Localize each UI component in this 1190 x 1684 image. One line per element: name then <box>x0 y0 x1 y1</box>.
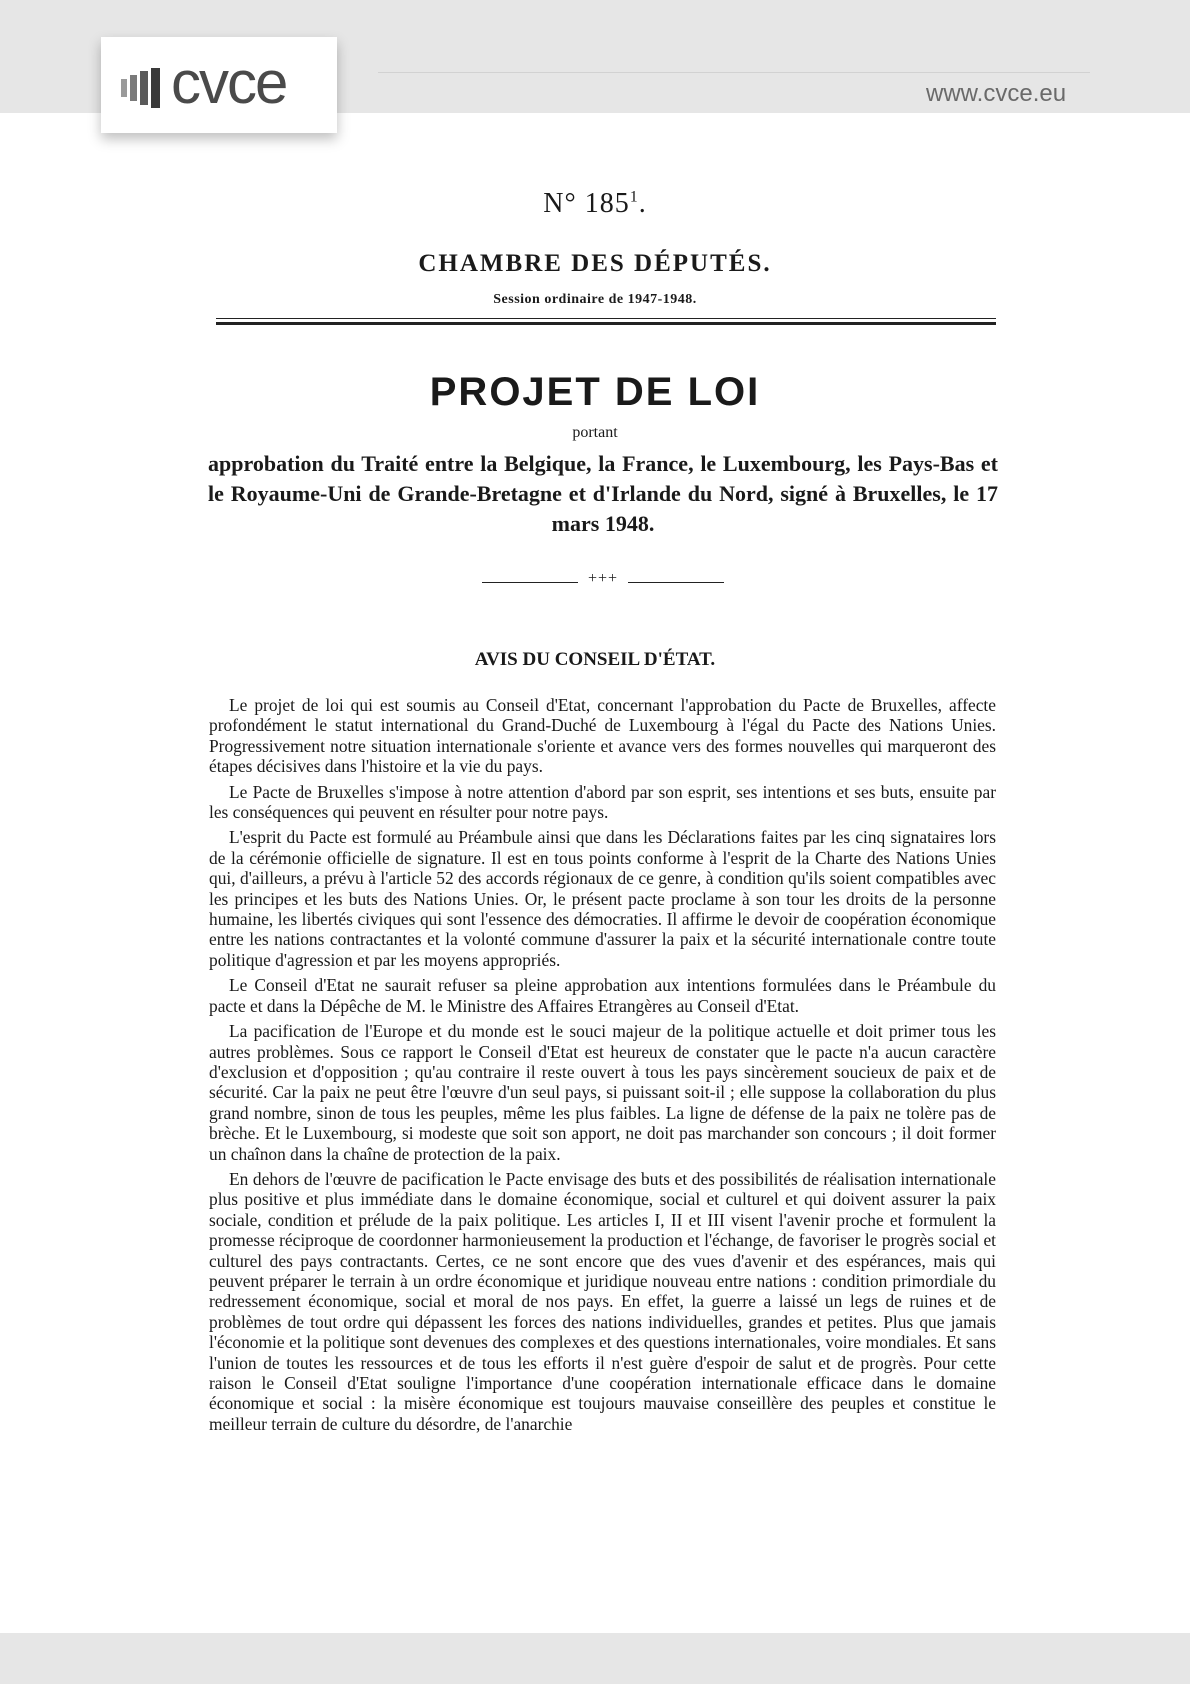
site-url-link[interactable]: www.cvce.eu <box>926 80 1067 107</box>
document-number <box>0 188 1190 220</box>
ornament-line-left <box>482 582 578 583</box>
logo-text: cvce <box>171 49 287 116</box>
document-number-footnote: 1 <box>629 188 639 206</box>
document-number-text: N° 185 <box>543 188 630 219</box>
ornament-symbol: +++ <box>587 570 619 587</box>
portant-line: portant <box>572 424 618 441</box>
cvce-logo[interactable] <box>101 37 337 133</box>
paragraph: Le projet de loi qui est soumis au Conseil d'Etat, concernant l'approbation du Pacte de Bruxelles, affecte profondément le statut international du Grand-Duché de Luxembourg à l'égal du Pacte des Nations Unies. Progressivement notre situation internationale s'oriente et avance vers des formes nouvelles qui marqueront des étapes décisives dans l'histoire et la vie du pays. <box>209 695 996 777</box>
double-rule-divider <box>216 318 996 325</box>
chamber-heading: CHAMBRE DES DÉPUTÉS. <box>418 250 772 277</box>
document-subtitle: approbation du Traité entre la Belgique, la France, le Luxembourg, les Pays-Bas et le Royaume-Uni de Grande-Bretagne et d'Irlande du Nord, signé à Bruxelles, le 17 mars 1948. <box>208 451 998 536</box>
ornament-divider <box>482 570 724 589</box>
document-title: PROJET DE LOI <box>429 370 761 414</box>
paragraph: La pacification de l'Europe et du monde est le souci majeur de la politique actuelle et doit primer tous les autres problèmes. Sous ce rapport le Conseil d'Etat est heureux de constater que le pacte n'a aucun caractère d'exclusion et d'opposition ; qu'au contraire il reste ouvert à tous les pays sincèrement soucieux de paix et de sécurité. Car la paix ne peut être l'œuvre d'un seul pays, si puissant soit-il ; elle suppose la collaboration du plus grand nombre, sinon de tous les peuples, même les plus faibles. La ligne de défense de la paix ne tolère pas de brèche. Et le Luxembourg, si modeste que soit son apport, ne doit pas marchander son concours ; il doit former un chaînon dans la chaîne de protection de la paix. <box>209 1021 996 1164</box>
paragraph: Le Pacte de Bruxelles s'impose à notre attention d'abord par son esprit, ses intentions et ses buts, ensuite par les conséquences qui peuvent en résulter pour notre pays. <box>209 781 996 823</box>
body-text <box>209 695 996 1439</box>
document-number-suffix: . <box>638 188 647 219</box>
session-line: Session ordinaire de 1947-1948. <box>493 292 697 307</box>
ornament-line-right <box>628 582 724 583</box>
paragraph: L'esprit du Pacte est formulé au Préambule ainsi que dans les Déclarations faites par les cinq signataires lors de la cérémonie officielle de signature. Il est en tous points conforme à l'esprit de la Charte des Nations Unies qui, d'ailleurs, a prévu à l'article 52 des accords régionaux de ce genre, à condition qu'ils soient compatibles avec les principes et les buts des Nations Unies. Or, le présent pacte proclame à son tour les droits de la personne humaine, les libertés civiques qui sont l'essence des démocraties. Il affirme le devoir de coopération économique entre les nations contractantes et la volonté commune d'assurer la paix et la sécurité internationale contre toute politique d'agression et par les moyens appropriés. <box>209 827 996 970</box>
section-heading: AVIS DU CONSEIL D'ÉTAT. <box>474 649 716 670</box>
paragraph: En dehors de l'œuvre de pacification le Pacte envisage des buts et des possibilités de réalisation internationale plus positive et plus immédiate dans le domaine économique, social et culturel et qui doivent assurer la paix sociale, condition et prélude de la paix politique. Les articles I, II et III visent l'avenir proche et formulent la promesse réciproque de coordonner harmonieusement la production et l'échange, de favoriser le progrès social et culturel des pays contractants. Certes, ce ne sont encore que des vues d'avenir et des espérances, mais qui peuvent préparer le terrain à un ordre économique et juridique nouveau entre nations : condition primordiale du redressement économique, social et moral de nos pays. En effet, la guerre a laissé un legs de ruines et de problèmes de tout ordre qui dépassent les forces des nations individuelles, grandes et petites. Plus que jamais l'économie et la politique sont devenues des complexes et des questions internationales, voire mondiales. Et sans l'union de toutes les ressources et de tous les efforts il n'est guère d'espoir de salut et de progrès. Pour cette raison le Conseil d'Etat souligne l'importance d'une coopération internationale efficace dans le domaine économique et social : la misère économique est toujours mauvaise conseillère des peuples et constitue le meilleur terrain de culture du désordre, de l'anarchie <box>209 1168 996 1434</box>
header-rule <box>378 72 1090 73</box>
footer-band <box>0 1633 1190 1684</box>
paragraph: Le Conseil d'Etat ne saurait refuser sa pleine approbation aux intentions formulées dans le Préambule du pacte et dans la Dépêche de M. le Ministre des Affaires Etrangères au Conseil d'Etat. <box>209 975 996 1016</box>
